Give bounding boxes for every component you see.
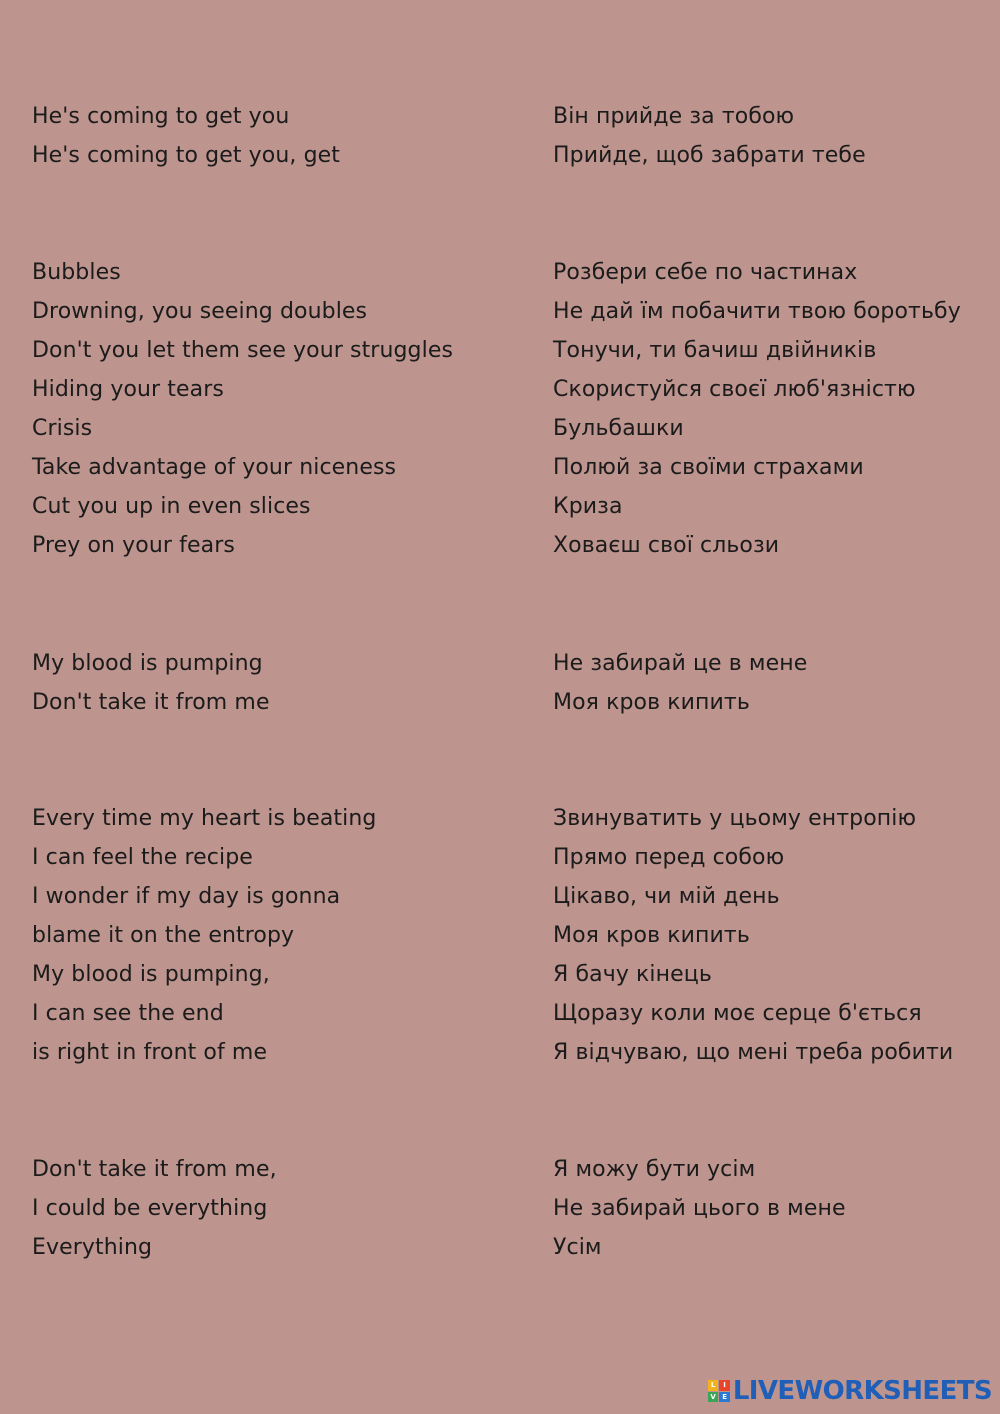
lyric-line: Don't take it from me, [32,1157,277,1182]
lyric-line: Don't take it from me [32,690,270,715]
lyric-line: Crisis [32,416,93,441]
lyric-line: Bubbles [32,260,121,285]
lyric-line: Я бачу кінець [553,962,712,987]
liveworksheets-logo-icon [708,1380,730,1402]
lyric-line: I wonder if my day is gonna [32,884,341,909]
stanza [553,1150,993,1267]
lyric-line: Звинуватить у цьому ентропію [553,806,917,831]
lyric-line: My blood is pumping, [32,962,270,987]
lyric-line: Не забирай це в мене [553,651,808,676]
lyric-line: Моя кров кипить [553,923,750,948]
logo-tile: I [719,1380,730,1391]
logo-tile: V [708,1392,719,1403]
stanza [553,253,993,565]
lyric-line: Every time my heart is beating [32,806,377,831]
lyric-line: Prey on your fears [32,533,235,558]
lyric-line: My blood is pumping [32,651,263,676]
logo-text: LIVEWORKSHEETS [732,1376,992,1406]
lyric-line: Цікаво, чи мій день [553,884,780,909]
lyric-line: Прийде, щоб забрати тебе [553,143,866,168]
lyric-line: Cut you up in even slices [32,494,311,519]
logo-tile: L [708,1380,719,1391]
lyric-line: I can see the end [32,1001,224,1026]
liveworksheets-logo[interactable] [708,1376,992,1406]
lyric-line: I could be everything [32,1196,268,1221]
lyric-line: Розбери себе по частинах [553,260,858,285]
lyric-line: Полюй за своїми страхами [553,455,864,480]
lyric-line: Моя кров кипить [553,690,750,715]
stanza [32,1150,492,1267]
lyric-line: Я відчуваю, що мені треба робити [553,1040,954,1065]
lyric-line: Скористуйся своєї люб'язністю [553,377,916,402]
lyric-line: Everything [32,1235,153,1260]
lyric-line: is right in front of me [32,1040,268,1065]
stanza [553,799,993,1072]
lyric-line: Бульбашки [553,416,684,441]
lyric-line: Не дай їм побачити твою боротьбу [553,299,961,324]
lyric-line: Don't you let them see your struggles [32,338,454,363]
lyric-line: Він прийде за тобою [553,104,795,129]
lyric-line: Тонучи, ти бачиш двійників [553,338,877,363]
lyric-line: Щоразу коли моє серце б'ється [553,1001,922,1026]
lyric-line: Drowning, you seeing doubles [32,299,368,324]
lyric-line: I can feel the recipe [32,845,253,870]
lyric-line: He's coming to get you [32,104,290,129]
stanza [32,97,492,175]
lyric-line: He's coming to get you, get [32,143,341,168]
stanza [32,253,492,565]
stanza [32,644,492,722]
lyric-line: Я можу бути усім [553,1157,756,1182]
lyric-line: Take advantage of your niceness [32,455,397,480]
stanza [553,644,993,722]
lyric-line: Усім [553,1235,602,1260]
stanza [32,799,492,1072]
lyric-line: Hiding your tears [32,377,224,402]
lyric-line: Прямо перед собою [553,845,785,870]
logo-tile: E [719,1392,730,1403]
lyric-line: Ховаєш свої сльози [553,533,780,558]
lyric-line: blame it on the entropy [32,923,295,948]
lyric-line: Криза [553,494,623,519]
stanza [553,97,993,175]
lyric-line: Не забирай цього в мене [553,1196,846,1221]
